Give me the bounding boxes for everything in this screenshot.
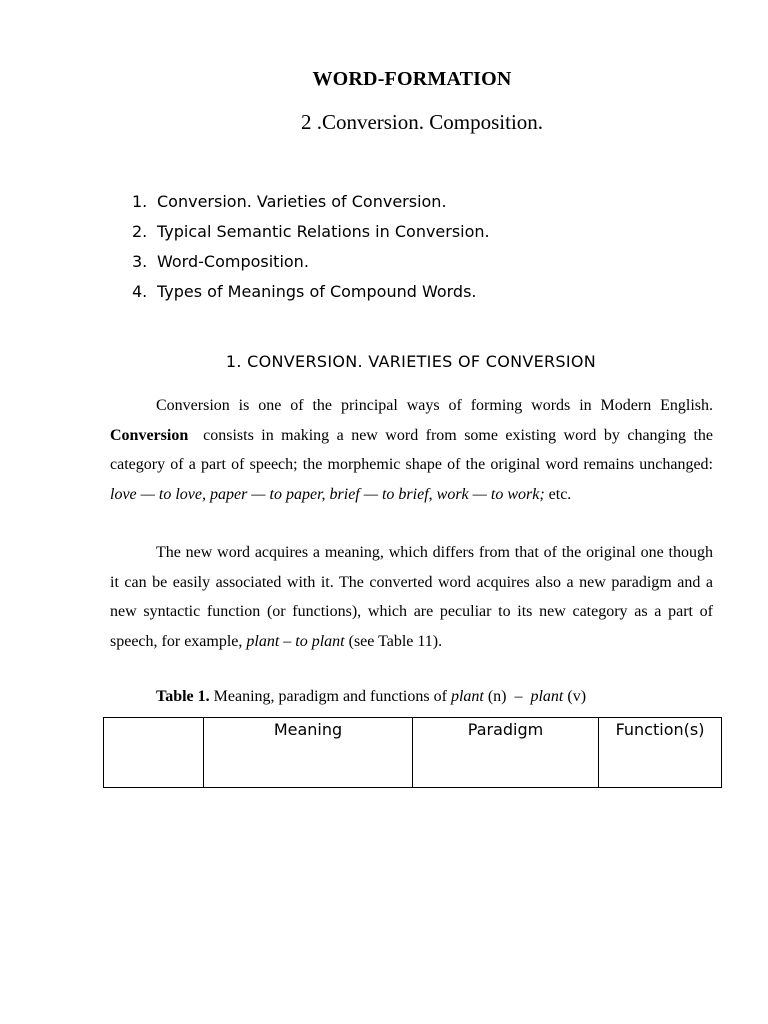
plant-table [103, 717, 722, 788]
paragraph-conversion-definition [110, 391, 713, 509]
toc-text: Word-Composition. [157, 252, 309, 271]
example-words: work — to work; [436, 485, 545, 503]
paragraph-text: (see Table 11). [348, 632, 443, 650]
table-of-contents [132, 190, 490, 310]
caption-dash: – [514, 688, 523, 705]
paragraph-text: Conversion is one of the principal ways of forming words in Modern English. [156, 397, 713, 414]
paragraph-text: consists in making a new word from some existing word by changing the category of a part of speech; the morphemic shape of the original word remains unchanged: [110, 426, 714, 473]
paragraph-text: etc. [548, 485, 572, 503]
toc-number: 1. [132, 192, 148, 211]
caption-pos: (n) [487, 688, 507, 705]
toc-number: 4. [132, 282, 148, 301]
table-header-row [104, 718, 722, 788]
page-subtitle: 2 .Conversion. Composition. [300, 110, 544, 134]
paragraph-text: The new word acquires a meaning, which differs from that of the original one though it can be easily associated with it. The converted word acquires also a new paradigm and a new syntactic function (or functions), which are peculiar to its new category as a part of speech, for example, [110, 544, 713, 650]
section-heading: 1. CONVERSION. VARIETIES OF CONVERSION [225, 352, 597, 371]
toc-item [132, 280, 490, 310]
toc-item [132, 250, 490, 280]
example-words: love — to love, paper — to paper, brief — to brief [110, 485, 429, 503]
punctuation: , [428, 485, 433, 503]
toc-item [132, 220, 490, 250]
paragraph-new-word [110, 538, 713, 656]
table-header-cell: Paradigm [413, 718, 599, 788]
toc-item [132, 190, 490, 220]
toc-number: 2. [132, 222, 148, 241]
caption-pos: (v) [567, 688, 587, 705]
caption-text: Meaning, paradigm and functions of [213, 688, 447, 705]
table-header-cell: Function(s) [599, 718, 722, 788]
toc-text: Conversion. Varieties of Conversion. [157, 192, 447, 211]
table-header-cell [104, 718, 204, 788]
table-caption [156, 688, 586, 706]
caption-word: plant [450, 688, 484, 705]
toc-text: Typical Semantic Relations in Conversion. [157, 222, 490, 241]
toc-number: 3. [132, 252, 148, 271]
table-header-cell: Meaning [204, 718, 413, 788]
table-label: Table 1. [156, 688, 210, 705]
example-words: plant – to plant [246, 632, 345, 650]
caption-word: plant [530, 688, 564, 705]
toc-text: Types of Meanings of Compound Words. [157, 282, 477, 301]
page-title: WORD-FORMATION [312, 68, 512, 90]
bold-term: Conversion [110, 426, 189, 444]
